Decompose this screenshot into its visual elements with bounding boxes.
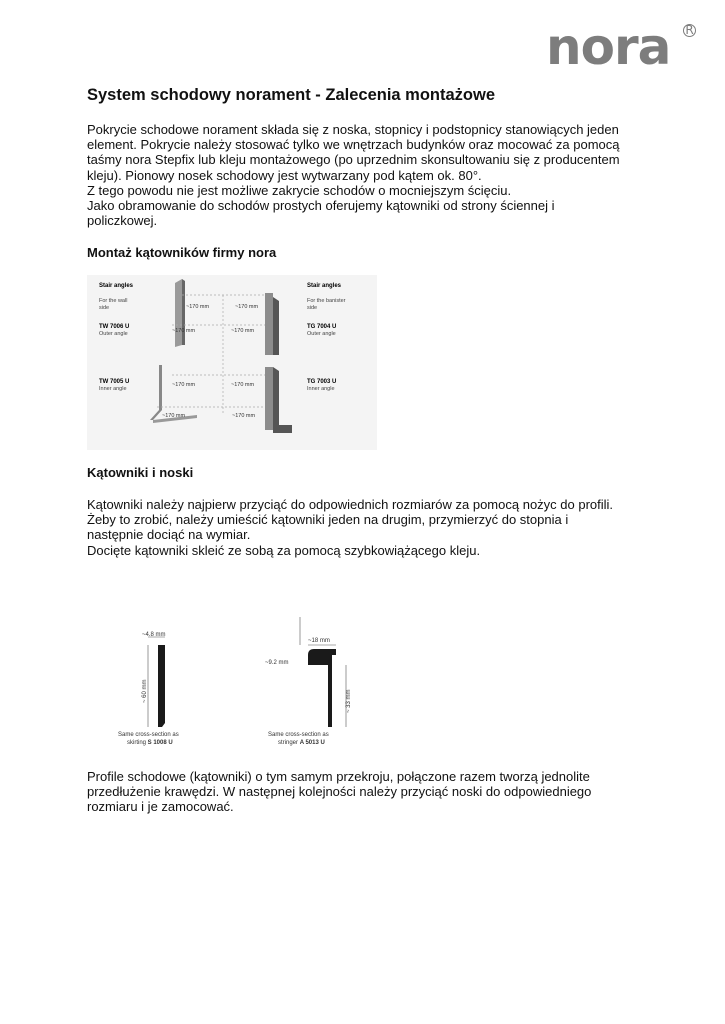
stair-angles-figure bbox=[87, 275, 377, 450]
stringer-caption: Same cross-section as bbox=[268, 732, 329, 738]
section-heading-montaz: Montaż kątowników firmy nora bbox=[87, 245, 277, 260]
cutting-line: następnie dociąć na wymiar. bbox=[87, 527, 251, 543]
left-code-inner-sub: Inner angle bbox=[99, 386, 127, 392]
cutting-line: Żeby to zrobić, należy umieścić kątowniki jeden na drugim, przymierzyć do stopnia i bbox=[87, 512, 569, 528]
dim-label: ~170 mm bbox=[172, 328, 196, 334]
left-outer-angle-edge bbox=[182, 279, 185, 345]
dim-label: ~170 mm bbox=[172, 382, 196, 388]
profiles-paragraph bbox=[87, 769, 647, 815]
right-sub: side bbox=[307, 305, 318, 311]
cutting-paragraph bbox=[87, 497, 647, 558]
left-code-outer: TW 7006 U bbox=[99, 324, 130, 330]
intro-line: Z tego powodu nie jest możliwe zakrycie schodów o mocniejszym ścięciu. bbox=[87, 182, 512, 198]
cutting-line: Docięte kątowniki skleić ze sobą za pomocą szybkowiążącego kleju. bbox=[87, 542, 481, 558]
stringer-dim-left: ~9.2 mm bbox=[265, 660, 289, 666]
stringer-caption-code: stringer A 5013 U bbox=[278, 740, 325, 746]
intro-line: kleju). Pionowy nosek schodowy jest wytwarzany pod kątem ok. 80°. bbox=[87, 167, 482, 183]
dim-label: ~170 mm bbox=[232, 413, 256, 419]
intro-line: Pokrycie schodowe norament składa się z noska, stopnicy i podstopnicy stanowiących jeden bbox=[87, 122, 619, 137]
stringer-shape bbox=[308, 649, 336, 727]
stringer-profile bbox=[265, 617, 352, 746]
dim-label: ~170 mm bbox=[235, 304, 259, 310]
skirting-dim-top: ~4.8 mm bbox=[142, 632, 166, 638]
right-code-inner: TG 7003 U bbox=[307, 379, 337, 385]
left-title: Stair angles bbox=[99, 283, 134, 289]
left-code-outer-sub: Outer angle bbox=[99, 331, 128, 337]
dim-label: ~170 mm bbox=[231, 382, 255, 388]
intro-line: element. Pokrycie należy stosować tylko we wnętrzach budynków oraz mocować za pomocą bbox=[87, 137, 620, 153]
dim-label: ~170 mm bbox=[186, 304, 210, 310]
profiles-line: przedłużenie krawędzi. W następnej kolejności należy przyciąć noski do odpowiedniego bbox=[87, 784, 592, 800]
right-outer-angle-edge bbox=[273, 297, 279, 355]
profiles-line: rozmiaru i je zamocować. bbox=[87, 799, 234, 815]
right-code-outer: TG 7004 U bbox=[307, 324, 337, 330]
registered-mark-icon: R bbox=[683, 24, 696, 37]
dim-label: ~170 mm bbox=[231, 328, 255, 334]
logo-text: nora bbox=[546, 18, 671, 76]
nora-logo bbox=[546, 18, 696, 76]
intro-line: policzkowej. bbox=[87, 213, 158, 229]
skirting-shape bbox=[158, 645, 165, 727]
stringer-dim-side: ~ 33 mm bbox=[346, 689, 352, 713]
left-code-inner: TW 7005 U bbox=[99, 379, 130, 385]
left-sub: side bbox=[99, 305, 110, 311]
intro-line: taśmy nora Stepfix lub kleju montażowego (po uprzednim skonsultowaniu się z producentem bbox=[87, 152, 620, 168]
stringer-dim-top: ~18 mm bbox=[308, 638, 330, 644]
section-heading-katowniki: Kątowniki i noski bbox=[87, 465, 194, 480]
right-code-inner-sub: Inner angle bbox=[307, 386, 335, 392]
right-title: Stair angles bbox=[307, 283, 342, 289]
right-code-outer-sub: Outer angle bbox=[307, 331, 336, 337]
cutting-line: Kątowniki należy najpierw przyciąć do odpowiednich rozmiarów za pomocą nożyc do profili. bbox=[87, 497, 614, 512]
skirting-caption-code: skirting S 1008 U bbox=[127, 740, 173, 746]
page-title: System schodowy norament - Zalecenia montażowe bbox=[87, 86, 496, 104]
cross-section-figure bbox=[110, 615, 360, 755]
left-sub: For the wall bbox=[99, 298, 128, 304]
profiles-line: Profile schodowe (kątowniki) o tym samym przekroju, połączone razem tworzą jednolite bbox=[87, 769, 590, 784]
skirting-caption: Same cross-section as bbox=[118, 732, 179, 738]
intro-paragraph bbox=[87, 122, 647, 228]
left-outer-angle-shape bbox=[175, 279, 182, 347]
right-outer-angle-shape bbox=[265, 293, 273, 355]
right-inner-angle-shape bbox=[265, 367, 273, 430]
dim-label: ~170 mm bbox=[162, 413, 186, 419]
intro-line: Jako obramowanie do schodów prostych oferujemy kątowniki od strony ściennej i bbox=[87, 198, 555, 214]
right-sub: For the banister bbox=[307, 298, 346, 304]
skirting-profile bbox=[118, 632, 179, 746]
skirting-dim-side: ~ 60 mm bbox=[142, 679, 148, 703]
